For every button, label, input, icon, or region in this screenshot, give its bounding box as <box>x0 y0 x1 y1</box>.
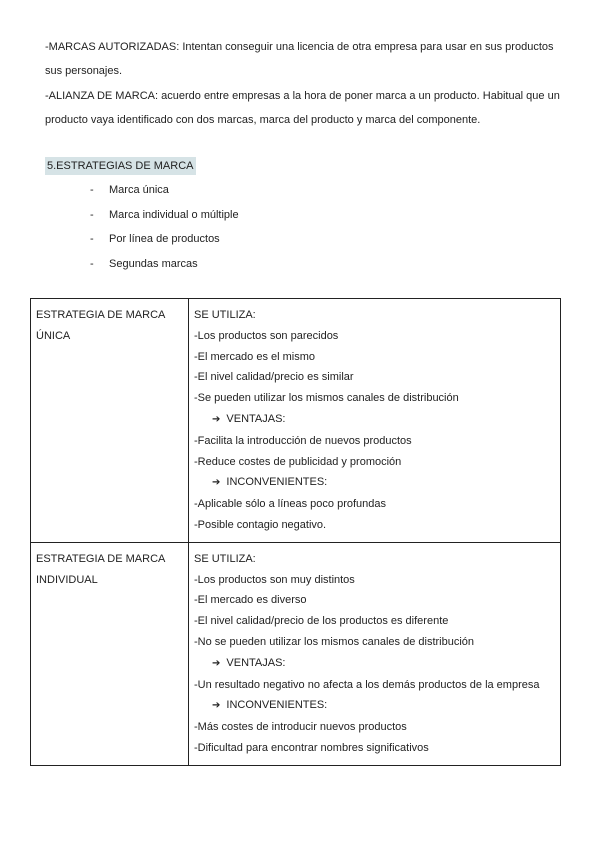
use-item: -El mercado es el mismo <box>194 350 316 363</box>
strategy-detail-cell <box>189 542 561 765</box>
use-item: -Se pueden utilizar los mismos canales de distribución <box>194 392 459 405</box>
strategy-name-line: ESTRATEGIA DE MARCA <box>36 552 166 565</box>
inconveniente-item: -Más costes de introducir nuevos productos <box>194 721 407 734</box>
inconveniente-item: -Aplicable sólo a líneas poco profundas <box>194 498 387 511</box>
ventajas-label: VENTAJAS: <box>226 656 286 669</box>
strategy-table <box>30 298 561 766</box>
se-utiliza-label: SE UTILIZA: <box>194 309 256 321</box>
inconvenientes-heading <box>194 472 555 494</box>
use-item: -El nivel calidad/precio es similar <box>194 371 354 384</box>
inconvenientes-label: INCONVENIENTES: <box>226 476 328 489</box>
list-item <box>90 227 239 252</box>
arrow-right-icon: ➔ <box>212 477 221 489</box>
table-row <box>31 542 561 765</box>
section-heading: 5.ESTRATEGIAS DE MARCA <box>45 157 196 175</box>
bullet-text: Marca única <box>109 184 169 196</box>
ventajas-label: VENTAJAS: <box>226 412 286 425</box>
paragraph-marcas-autorizadas: -MARCAS AUTORIZADAS: Intentan conseguir una licencia de otra empresa para usar en sus productos sus personajes. <box>45 41 554 77</box>
ventaja-item: -Facilita la introducción de nuevos productos <box>194 434 412 447</box>
table-row <box>31 299 561 543</box>
arrow-right-icon: ➔ <box>212 700 221 712</box>
inconvenientes-heading <box>194 695 555 717</box>
ventajas-heading <box>194 409 555 431</box>
bullet-text: Segundas marcas <box>109 257 198 270</box>
ventaja-item: -Reduce costes de publicidad y promoción <box>194 455 402 468</box>
bullet-dash: - <box>90 233 94 245</box>
bullet-dash: - <box>90 257 94 270</box>
list-item <box>90 178 239 203</box>
bullet-dash: - <box>90 208 94 221</box>
bullet-text: Por línea de productos <box>109 233 220 245</box>
arrow-right-icon: ➔ <box>212 413 221 425</box>
strategy-name-line: ESTRATEGIA DE MARCA <box>36 309 166 321</box>
use-item: -El nivel calidad/precio de los productos es diferente <box>194 615 449 628</box>
bullet-dash: - <box>90 184 94 196</box>
se-utiliza-label: SE UTILIZA: <box>194 552 256 565</box>
list-item <box>90 252 239 277</box>
use-item: -Los productos son muy distintos <box>194 573 355 586</box>
bullet-text: Marca individual o múltiple <box>109 208 239 221</box>
use-item: -El mercado es diverso <box>194 594 307 607</box>
strategy-name-cell <box>31 299 189 543</box>
use-item: -Los productos son parecidos <box>194 329 339 342</box>
inconveniente-item: -Posible contagio negativo. <box>194 518 327 531</box>
strategy-name-line: ÚNICA <box>36 330 71 342</box>
strategy-bullet-list <box>90 178 239 276</box>
ventaja-item: -Un resultado negativo no afecta a los demás productos de la empresa <box>194 678 540 691</box>
strategy-name-line: INDIVIDUAL <box>36 573 98 586</box>
strategy-name-cell <box>31 542 189 765</box>
strategy-detail-cell <box>189 299 561 543</box>
arrow-right-icon: ➔ <box>212 657 221 669</box>
ventajas-heading <box>194 653 555 675</box>
list-item <box>90 203 239 228</box>
paragraph-alianza-marca: -ALIANZA DE MARCA: acuerdo entre empresas a la hora de poner marca a un producto. Habitual que un producto vaya identificado con dos marcas, marca del producto y marca del componente. <box>45 90 560 126</box>
inconveniente-item: -Dificultad para encontrar nombres significativos <box>194 741 429 754</box>
use-item: -No se pueden utilizar los mismos canales de distribución <box>194 635 475 648</box>
inconvenientes-label: INCONVENIENTES: <box>226 699 328 712</box>
